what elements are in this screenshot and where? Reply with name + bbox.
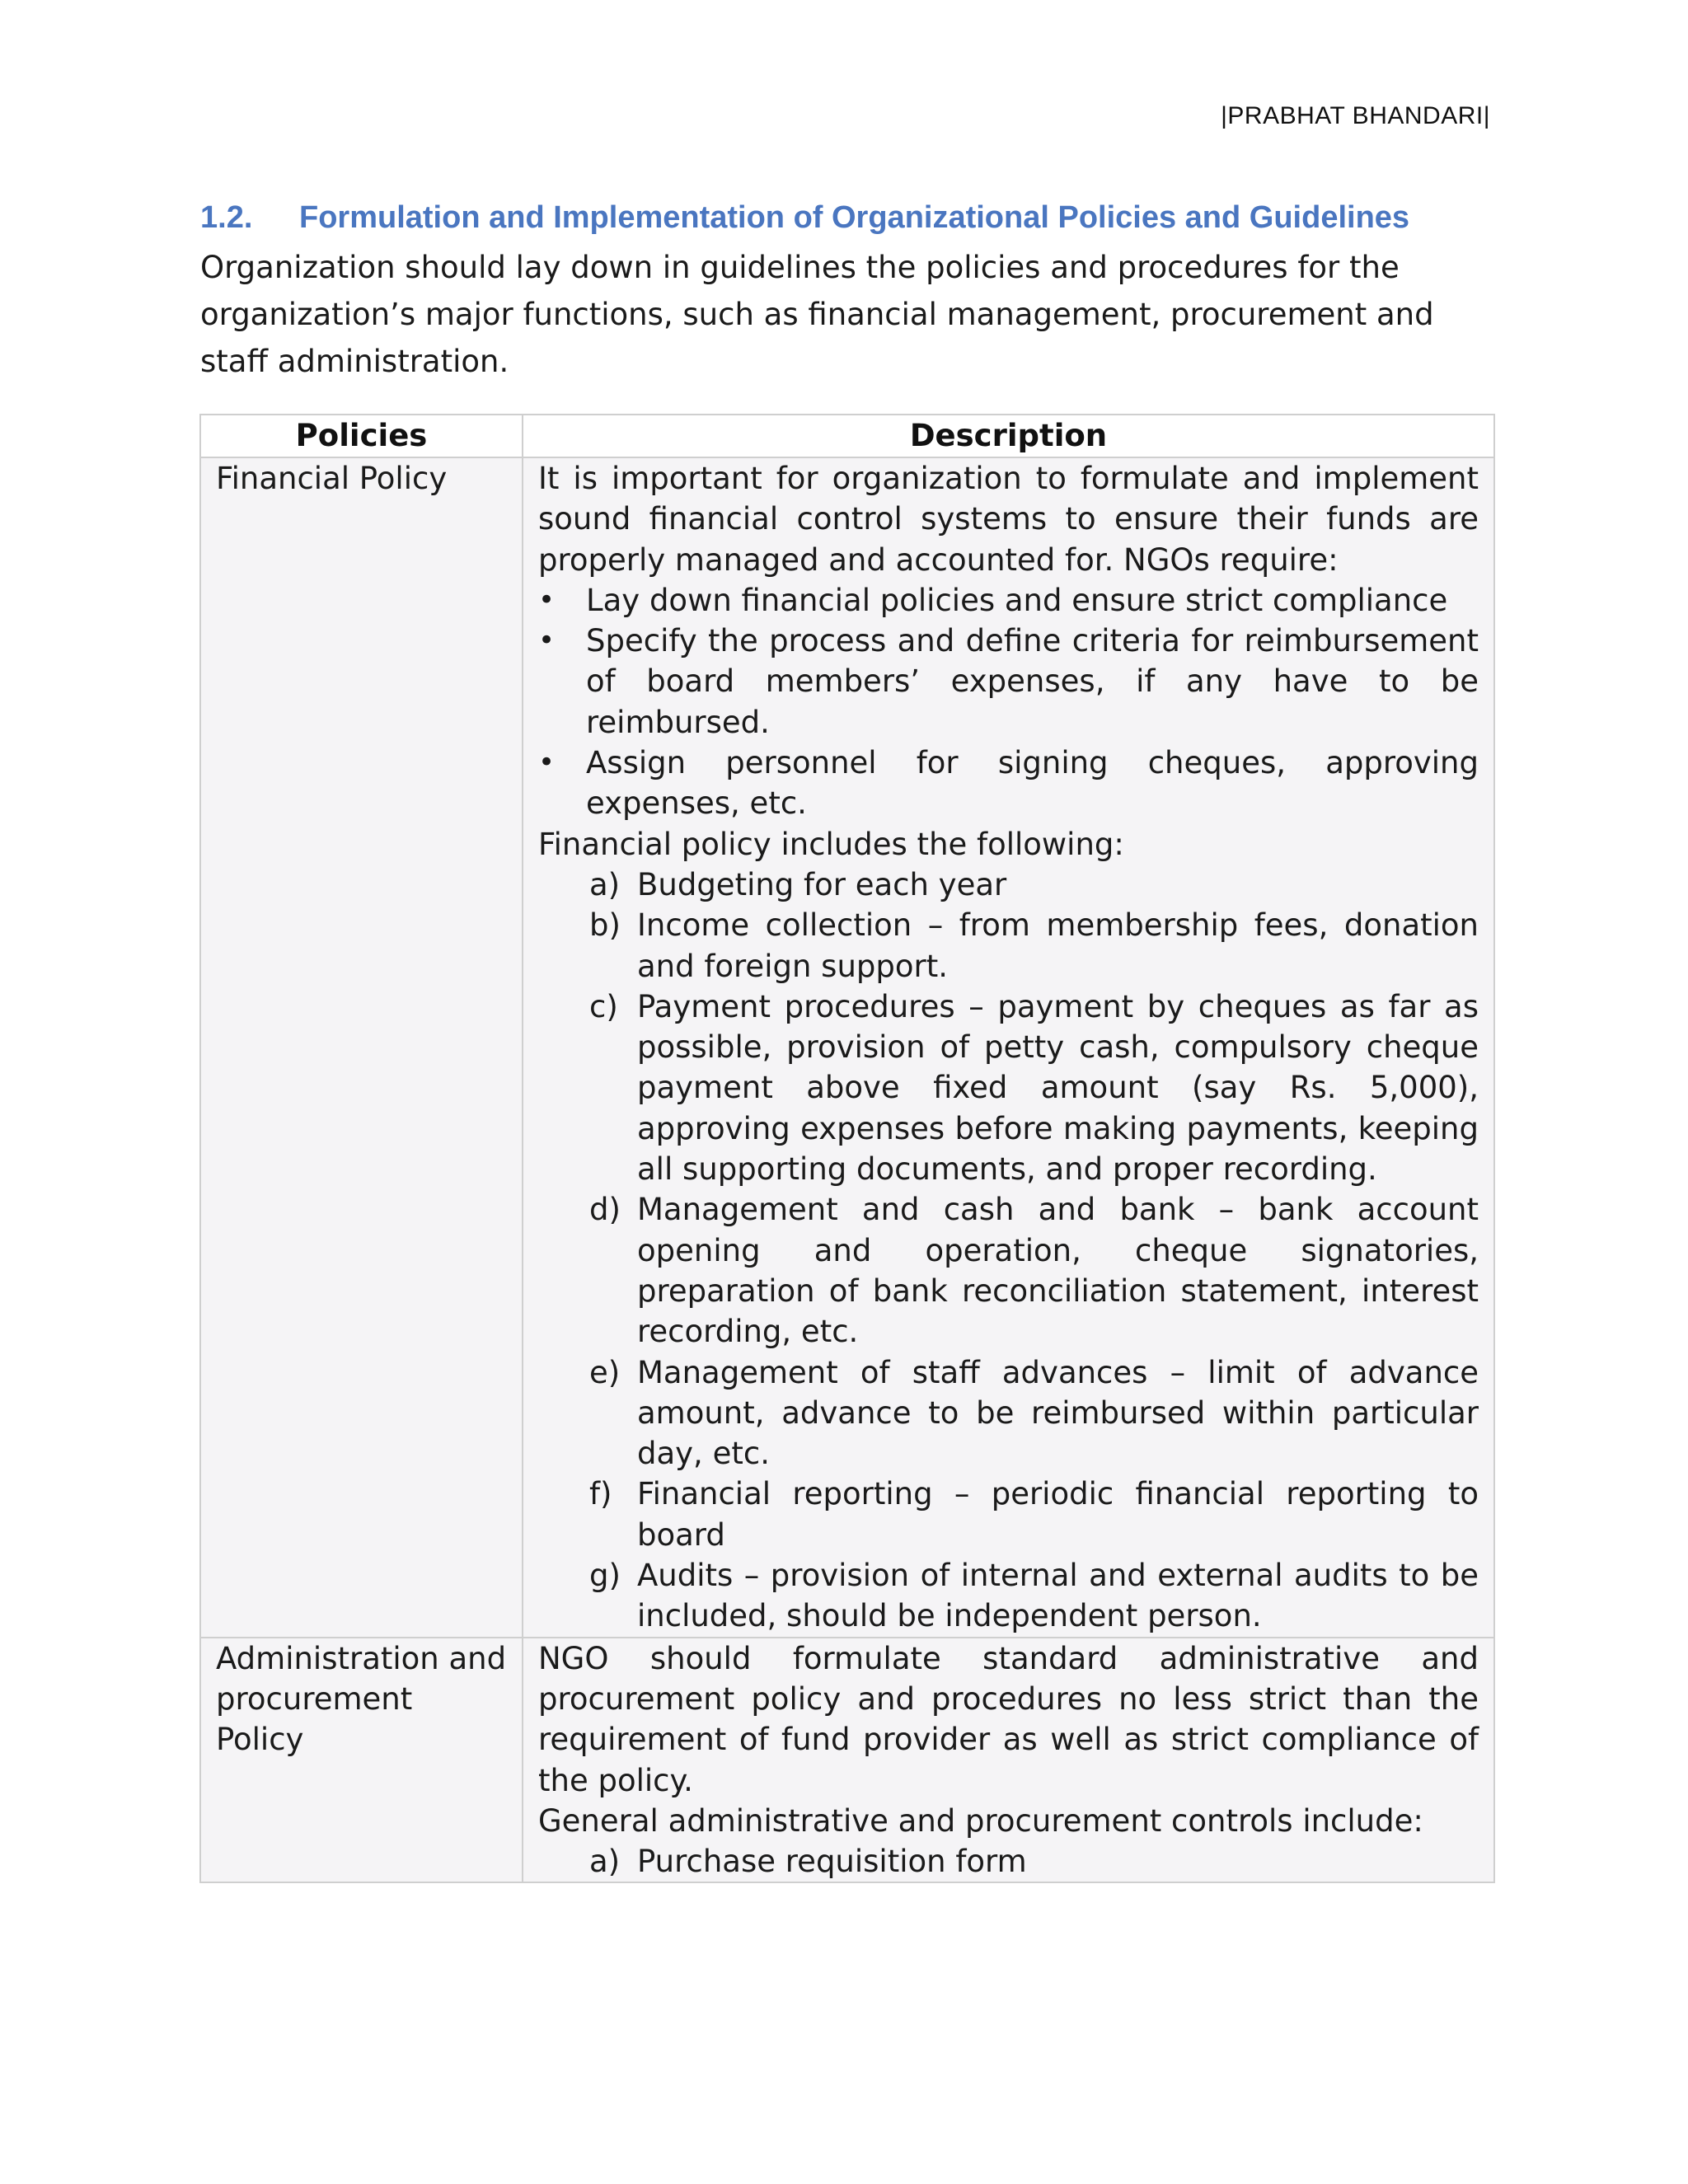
section-heading: [200, 200, 1494, 236]
list-item: • Specify the process and define criteria for reimbursement of board members’ expenses, if any have to be reimbursed.: [538, 621, 1479, 743]
description-intro: NGO should formulate standard administrative and procurement policy and procedures no less strict than the requirement of fund provider as well as strict compliance of the policy.: [538, 1640, 1479, 1798]
list-item: [538, 1841, 1479, 1882]
list-item: [538, 865, 1479, 905]
policy-description: [523, 1638, 1494, 1883]
item-marker: a): [589, 866, 621, 902]
financial-items-list: [538, 865, 1479, 1637]
policy-name: Administration and procurement Policy: [200, 1638, 523, 1883]
list-item: • Lay down financial policies and ensure strict compliance: [538, 580, 1479, 621]
list-intro: Financial policy includes the following:: [538, 826, 1124, 862]
list-intro: General administrative and procurement controls include:: [538, 1802, 1423, 1839]
procurement-items-list: [538, 1841, 1479, 1882]
item-text: Financial reporting – periodic financial reporting to board: [637, 1476, 1479, 1553]
item-text: Management of staff advances – limit of advance amount, advance to be reimbursed within particular day, etc.: [637, 1354, 1479, 1472]
section-number: 1.2.: [200, 200, 253, 235]
item-marker: g): [589, 1558, 621, 1594]
item-marker: e): [589, 1354, 621, 1390]
list-item: [538, 1555, 1479, 1637]
item-text: Purchase requisition form: [637, 1844, 1027, 1880]
page-header-author: |PRABHAT BHANDARI|: [1221, 102, 1490, 129]
item-marker: d): [589, 1192, 621, 1228]
item-marker: c): [589, 988, 618, 1024]
item-text: Management and cash and bank – bank account opening and operation, cheque signatories, preparation of bank reconciliation statement, interest recording, etc.: [637, 1192, 1479, 1350]
requirements-list: [538, 580, 1479, 824]
item-text: Income collection – from membership fees, donation and foreign support.: [637, 907, 1479, 984]
list-item: [538, 987, 1479, 1189]
item-text: Payment procedures – payment by cheques as far as possible, provision of petty cash, compulsory cheque payment above fixed amount (say Rs. 5,000), approving expenses before making payments, keeping all supporting documents, and proper recording.: [637, 988, 1479, 1188]
list-item: • Assign personnel for signing cheques, approving expenses, etc.: [538, 743, 1479, 824]
item-text: Audits – provision of internal and external audits to be included, should be independent person.: [637, 1558, 1479, 1634]
table-row-financial-policy: [200, 457, 1494, 1638]
list-item: [538, 1352, 1479, 1474]
list-item: [538, 1189, 1479, 1352]
item-text: Budgeting for each year: [637, 866, 1007, 902]
header-description: Description: [523, 415, 1494, 457]
item-marker: b): [589, 907, 621, 944]
list-item: [538, 905, 1479, 987]
item-marker: a): [589, 1844, 621, 1880]
table-row-administration-policy: [200, 1638, 1494, 1883]
list-item: [538, 1474, 1479, 1555]
table-header-row: [200, 415, 1494, 457]
description-intro: It is important for organization to formulate and implement sound financial control systems to ensure their funds are properly managed and accounted for. NGOs require:: [538, 461, 1479, 578]
item-marker: f): [589, 1476, 612, 1512]
policy-name: Financial Policy: [200, 457, 523, 1638]
section-intro: Organization should lay down in guidelines the policies and procedures for the organization’s major functions, such as financial management, procurement and staff administration.: [200, 250, 1434, 379]
section-title: Formulation and Implementation of Organizational Policies and Guidelines: [299, 200, 1410, 235]
policies-table: [199, 414, 1495, 1883]
policy-description: [523, 457, 1494, 1638]
header-policies: Policies: [200, 415, 523, 457]
